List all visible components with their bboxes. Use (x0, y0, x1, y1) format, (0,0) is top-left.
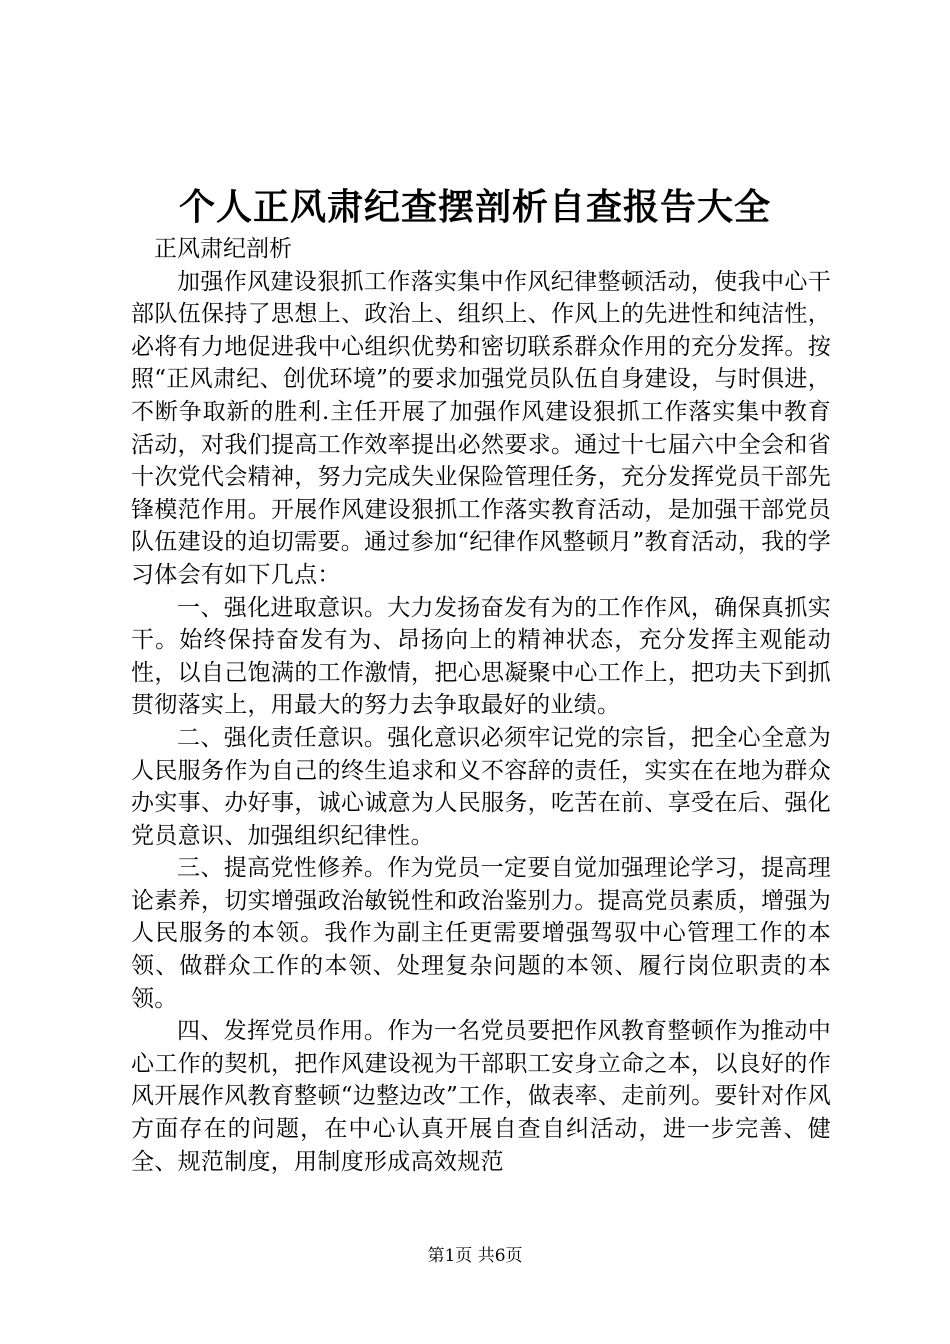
document-body (131, 233, 831, 1178)
paragraph-point-3: 三、提高党性修养。作为党员一定要自觉加强理论学习，提高理论素养，切实增强政治敏锐性和政治鉴别力。提高党员素质，增强为人民服务的本领。我作为副主任更需要增强驾驭中心管理工作的本领、做群众工作的本领、处理复杂问题的本领、履行岗位职责的本领。 (131, 855, 831, 1012)
document-title: 个人正风肃纪查摆剖析自查报告大全 (178, 186, 771, 228)
page-number-footer: 第1页 共6页 (427, 1246, 523, 1266)
section-subheading: 正风肃纪剖析 (154, 236, 292, 262)
paragraph-point-4: 四、发挥党员作用。作为一名党员要把作风教育整顿作为推动中心工作的契机，把作风建设视为干部职工安身立命之本，以良好的作风开展作风教育整顿“边整边改”工作，做表率、走前列。要针对作风方面存在的问题，在中心认真开展自查自纠活动，进一步完善、健全、规范制度，用制度形成高效规范 (131, 1018, 831, 1175)
paragraph-intro: 加强作风建设狠抓工作落实集中作风纪律整顿活动，使我中心干部队伍保持了思想上、政治上、组织上、作风上的先进性和纯洁性，必将有力地促进我中心组织优势和密切联系群众作用的充分发挥。按照“正风肃纪、创优环境”的要求加强党员队伍自身建设，与时俱进，不断争取新的胜利.主任开展了加强作风建设狠抓工作落实集中教育活动，对我们提高工作效率提出必然要求。通过十七届六中全会和省十次党代会精神，努力完成失业保险管理任务，充分发挥党员干部先锋模范作用。开展作风建设狠抓工作落实教育活动，是加强干部党员队伍建设的迫切需要。通过参加“纪律作风整顿月”教育活动，我的学习体会有如下几点： (131, 268, 831, 588)
paragraph-point-2: 二、强化责任意识。强化意识必须牢记党的宗旨，把全心全意为人民服务作为自己的终生追求和义不容辞的责任，实实在在地为群众办实事、办好事，诚心诚意为人民服务，吃苦在前、享受在后、强化党员意识、加强组织纪律性。 (131, 724, 831, 849)
paragraph-point-1: 一、强化进取意识。大力发扬奋发有为的工作作风，确保真抓实干。始终保持奋发有为、昂扬向上的精神状态，充分发挥主观能动性，以自己饱满的工作激情，把心思凝聚中心工作上，把功夫下到抓贯彻落实上，用最大的努力去争取最好的业绩。 (131, 594, 831, 719)
